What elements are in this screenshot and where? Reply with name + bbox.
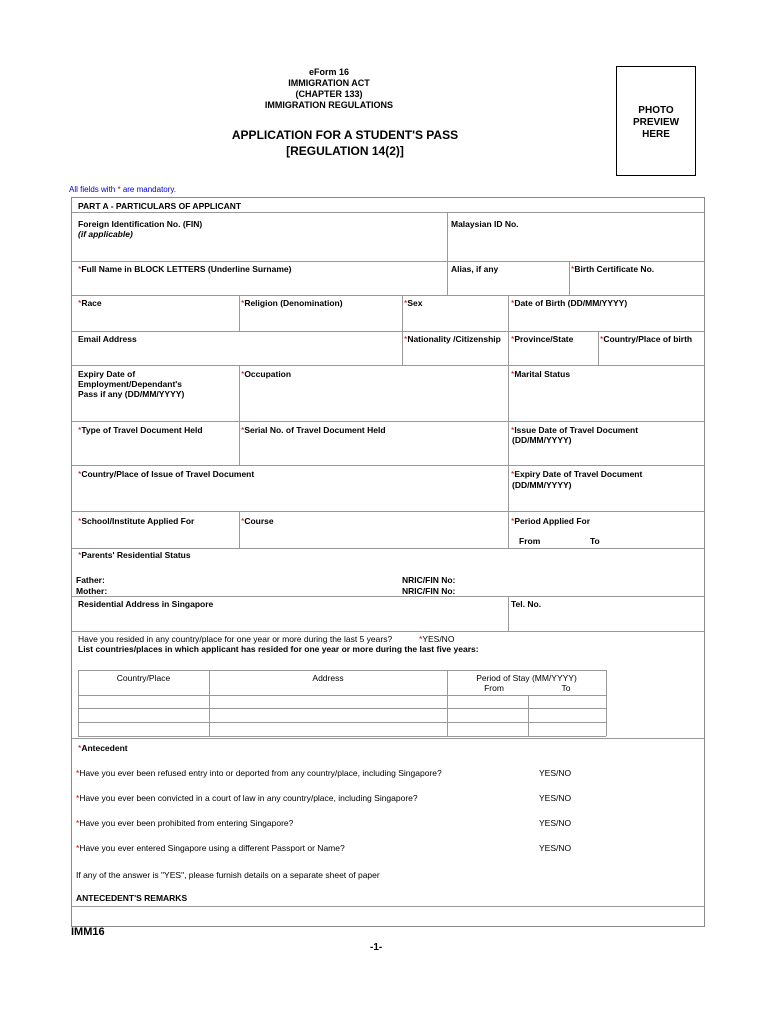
dob-label: *Date of Birth (DD/MM/YYYY) — [511, 298, 628, 308]
alias-label: Alias, if any — [451, 264, 499, 274]
resided-question: Have you resided in any country/place for one year or more during the last 5 years? — [78, 634, 393, 644]
mother-label: Mother: — [76, 586, 108, 596]
res-address-label: Residential Address in Singapore — [78, 599, 214, 609]
resided-answer[interactable]: *YES/NO — [419, 634, 455, 644]
form-number: eForm 16 — [308, 67, 350, 77]
country-birth-label: *Country/Place of birth — [600, 334, 693, 344]
residence-table — [78, 670, 606, 740]
regulations: IMMIGRATION REGULATIONS — [264, 100, 394, 110]
religion-label: *Religion (Denomination) — [241, 298, 343, 308]
province-label: *Province/State — [511, 334, 574, 344]
travel-type-label: *Type of Travel Document Held — [78, 425, 203, 435]
expiry-emp-label-1: Expiry Date of — [78, 369, 136, 379]
act-name: IMMIGRATION ACT — [288, 78, 370, 88]
form-code: IMM16 — [71, 926, 105, 938]
fin-label: Foreign Identification No. (FIN) — [78, 219, 203, 229]
country-issue-label: *Country/Place of Issue of Travel Document — [78, 469, 255, 479]
antecedent-answer-1[interactable]: YES/NO — [539, 768, 572, 778]
malaysian-id-label: Malaysian ID No. — [451, 219, 519, 229]
email-label: Email Address — [78, 334, 137, 344]
expiry-emp-label-3: Pass if any (DD/MM/YYYY) — [78, 389, 185, 399]
birth-cert-label: *Birth Certificate No. — [571, 264, 655, 274]
father-label: Father: — [76, 575, 105, 585]
antecedent-answer-2[interactable]: YES/NO — [539, 793, 572, 803]
antecedent-question-2: *Have you ever been convicted in a court of law in any country/place, including Singapore? — [76, 793, 418, 803]
marital-label: *Marital Status — [511, 369, 571, 379]
col-address-header: Address — [312, 673, 344, 683]
antecedent-answer-3[interactable]: YES/NO — [539, 818, 572, 828]
antecedent-question-1: *Have you ever been refused entry into or deported from any country/place, including Singapore? — [76, 768, 442, 778]
page-number: -1- — [370, 942, 383, 953]
antecedent-heading: *Antecedent — [78, 743, 128, 753]
part-a-heading: PART A - PARTICULARS OF APPLICANT — [78, 201, 242, 211]
tel-label: Tel. No. — [511, 599, 542, 609]
page-subtitle: [REGULATION 14(2)] — [286, 144, 404, 158]
col-period-header: Period of Stay (MM/YYYY) — [476, 673, 577, 683]
period-from-label: From — [519, 536, 541, 546]
issue-date-label: *Issue Date of Travel Document — [511, 425, 639, 435]
antecedent-question-4: *Have you ever entered Singapore using a different Passport or Name? — [76, 843, 345, 853]
father-nric-label: NRIC/FIN No: — [402, 575, 456, 585]
expiry-emp-label-2: Employment/Dependant's — [78, 379, 183, 389]
mandatory-note: All fields with * are mandatory. — [69, 185, 177, 194]
antecedent-answer-4[interactable]: YES/NO — [539, 843, 572, 853]
col-from-header: From — [484, 683, 504, 693]
race-label: *Race — [78, 298, 102, 308]
period-to-label: To — [590, 536, 600, 546]
mother-nric-label: NRIC/FIN No: — [402, 586, 456, 596]
antecedent-note: If any of the answer is "YES", please furnish details on a separate sheet of paper — [76, 870, 380, 880]
sex-label: *Sex — [404, 298, 423, 308]
parents-status-label: *Parents' Residential Status — [78, 550, 191, 560]
school-label: *School/Institute Applied For — [78, 516, 195, 526]
page-title: APPLICATION FOR A STUDENT'S PASS — [231, 128, 459, 142]
course-label: *Course — [241, 516, 274, 526]
application-form — [71, 197, 705, 927]
photo-label-2: PREVIEW — [632, 117, 680, 128]
nationality-label: *Nationality /Citizenship — [404, 334, 501, 344]
antecedent-question-3: *Have you ever been prohibited from entering Singapore? — [76, 818, 294, 828]
photo-label-3: HERE — [642, 129, 670, 140]
expiry-travel-label: *Expiry Date of Travel Document — [511, 469, 643, 479]
antecedent-remarks-label: ANTECEDENT'S REMARKS — [76, 893, 188, 903]
chapter: (CHAPTER 133) — [295, 89, 363, 99]
travel-serial-label: *Serial No. of Travel Document Held — [241, 425, 386, 435]
full-name-label: *Full Name in BLOCK LETTERS (Underline Surname) — [78, 264, 292, 274]
photo-preview-box[interactable] — [616, 66, 696, 176]
fin-note: (if applicable) — [78, 229, 133, 239]
expiry-travel-format: (DD/MM/YYYY) — [512, 480, 572, 490]
issue-date-format: (DD/MM/YYYY) — [512, 435, 572, 445]
col-to-header: To — [561, 683, 571, 693]
col-country-header: Country/Place — [116, 673, 171, 683]
list-countries-label: List countries/places in which applicant has resided for one year or more during the last five years: — [78, 644, 479, 654]
occupation-label: *Occupation — [241, 369, 292, 379]
photo-label-1: PHOTO — [638, 105, 674, 116]
period-label: *Period Applied For — [511, 516, 591, 526]
